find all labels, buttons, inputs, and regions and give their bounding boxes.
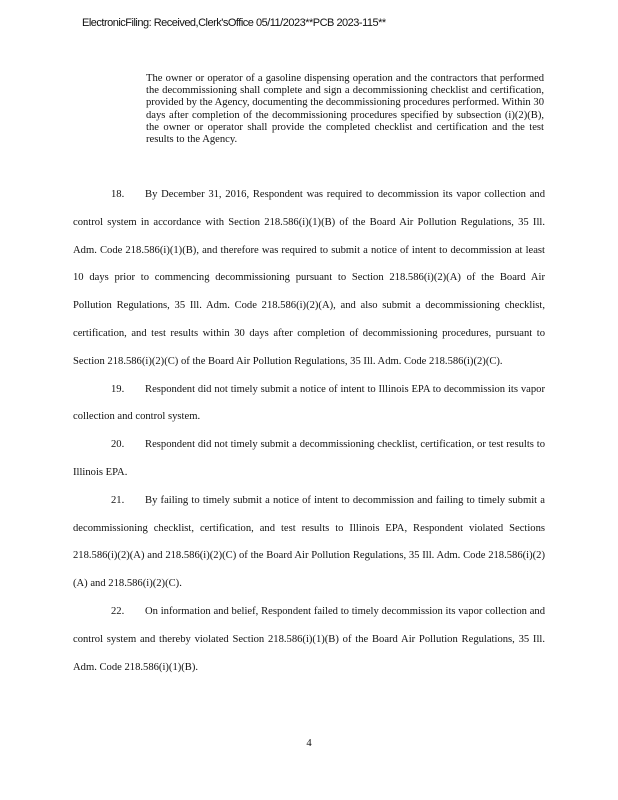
- paragraph-18: [73, 181, 545, 376]
- paragraph-text: Respondent did not timely submit a decommissioning checklist, certification, or test results to Illinois EPA.: [73, 439, 545, 478]
- paragraph-22: [73, 598, 545, 681]
- paragraph-20: [73, 431, 545, 487]
- paragraph-number: 20.: [111, 439, 125, 451]
- paragraph-19: [73, 376, 545, 432]
- paragraph-text: Respondent did not timely submit a notice of intent to Illinois EPA to decommission its vapor collection and control system.: [73, 383, 545, 423]
- document-body: [73, 181, 545, 681]
- paragraph-number: 22.: [111, 605, 125, 617]
- block-quote: The owner or operator of a gasoline dispensing operation and the contractors that performed the decommissioning shall complete and sign a decommissioning checklist and certification, provided by the Agency, documenting the decommissioning procedures performed. Within 30 days after completion of the decommissioning procedures specified by subsection (i)(2)(B), the owner or operator shall provide the completed checklist and certification and the test results to the Agency.: [146, 73, 544, 146]
- page-number: 4: [306, 738, 312, 749]
- filing-header: ElectronicFiling: Received,Clerk'sOffice 05/11/2023**PCB 2023-115**: [82, 17, 386, 29]
- paragraph-21: [73, 487, 545, 598]
- paragraph-number: 21.: [111, 494, 125, 506]
- paragraph-text: By failing to timely submit a notice of intent to decommission and failing to timely submit a decommissioning checklist, certification, and test results to Illinois EPA, Respondent violated Sections 218.586(i)(2)(A) and 218.586(i)(2)(C) of the Board Air Pollution Regulations, 35 Ill. Adm. Code 218.586(i)(2)(A) and 218.586(i)(2)(C).: [73, 494, 545, 590]
- paragraph-number: 18.: [111, 189, 125, 200]
- paragraph-text: On information and belief, Respondent failed to timely decommission its vapor collection and control system and thereby violated Section 218.586(i)(1)(B) of the Board Air Pollution Regulations, 35 Ill. Adm. Code 218.586(i)(1)(B).: [73, 605, 545, 673]
- paragraph-text: By December 31, 2016, Respondent was required to decommission its vapor collection and control system in accordance with Section 218.586(i)(1)(B) of the Board Air Pollution Regulations, 35 Ill. Adm. Code 218.586(i)(1)(B), and therefore was required to submit a notice of intent to decommission at least 10 days prior to commencing decommissioning pursuant to Section 218.586(i)(2)(A) of the Board Air Pollution Regulations, 35 Ill. Adm. Code 218.586(i)(2)(A), and also submit a decommissioning checklist, certification, and test results within 30 days after completion of decommissioning procedures, pursuant to Section 218.586(i)(2)(C) of the Board Air Pollution Regulations, 35 Ill. Adm. Code 218.586(i)(2)(C).: [73, 189, 545, 367]
- paragraph-number: 19.: [111, 383, 125, 395]
